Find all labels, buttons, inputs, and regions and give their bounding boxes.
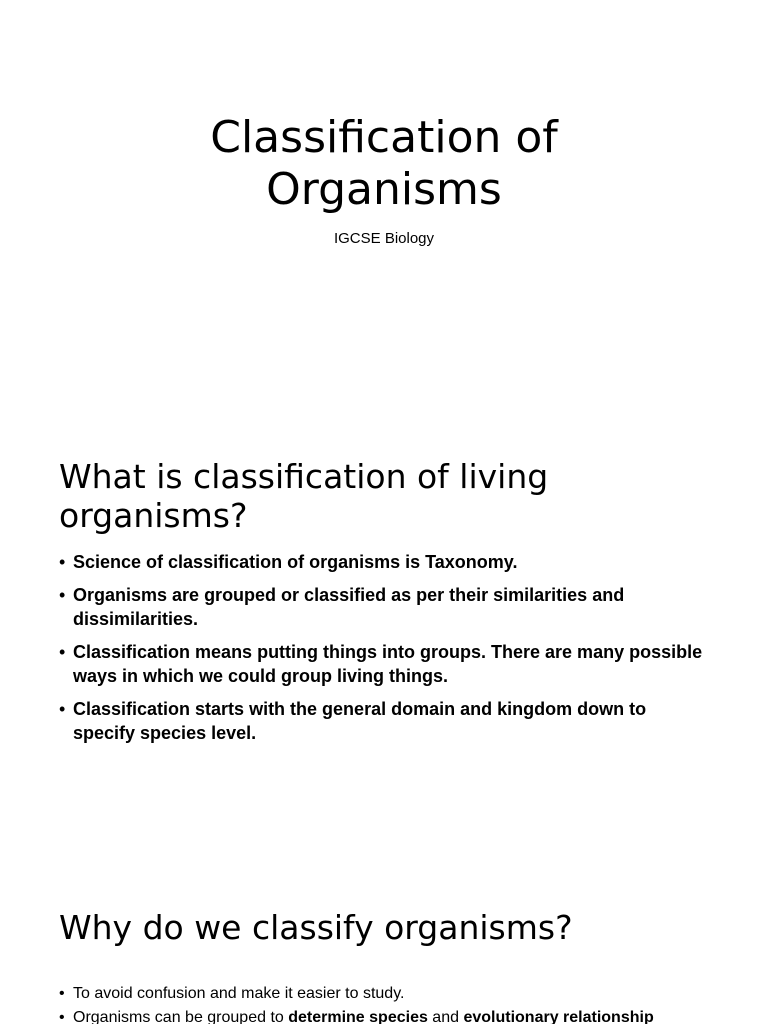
slide-title-line-2: Organisms <box>266 164 502 215</box>
bullet-dot: • <box>59 985 65 1002</box>
slide-title <box>0 112 768 216</box>
bullet-dot: • <box>59 552 66 572</box>
bullet-text: Classification means putting things into groups. There are many possible ways in which we could group living things. <box>73 642 703 686</box>
bullet-dot: • <box>59 699 66 719</box>
list-item <box>59 583 709 631</box>
bullet-text: Organisms are grouped or classified as per their similarities and dissimilarities. <box>73 585 625 629</box>
slide-title-line-1: Classification of <box>210 112 558 163</box>
classification-heading-line-2: organisms? <box>59 496 248 535</box>
slide-subtitle: IGCSE Biology <box>333 230 435 247</box>
bullet-dot: • <box>59 1009 65 1024</box>
bullet-text-part: and <box>427 1009 464 1024</box>
bullet-dot: • <box>59 585 66 605</box>
bullet-text: Science of classification of organisms is Taxonomy. <box>73 552 518 572</box>
list-item <box>59 1007 719 1024</box>
list-item <box>59 550 709 574</box>
bullet-text: To avoid confusion and make it easier to study. <box>73 985 405 1002</box>
list-item <box>59 983 719 1005</box>
classification-heading-line-1: What is classification of living <box>59 457 549 496</box>
bullet-bold-text: evolutionary relationship <box>463 1009 654 1024</box>
why-classify-heading: Why do we classify organisms? <box>59 908 573 947</box>
bullet-text: Classification starts with the general domain and kingdom down to specify species level. <box>73 699 647 743</box>
list-item <box>59 640 709 688</box>
bullet-text <box>73 1009 654 1024</box>
bullet-bold-text: determine species <box>288 1009 428 1024</box>
list-item <box>59 697 709 745</box>
bullet-text-part: Organisms can be grouped to <box>73 1009 289 1024</box>
why-classify-bullet-list <box>59 983 719 1024</box>
classification-bullet-list <box>59 550 709 754</box>
bullet-dot: • <box>59 642 66 662</box>
classification-heading <box>59 457 719 535</box>
